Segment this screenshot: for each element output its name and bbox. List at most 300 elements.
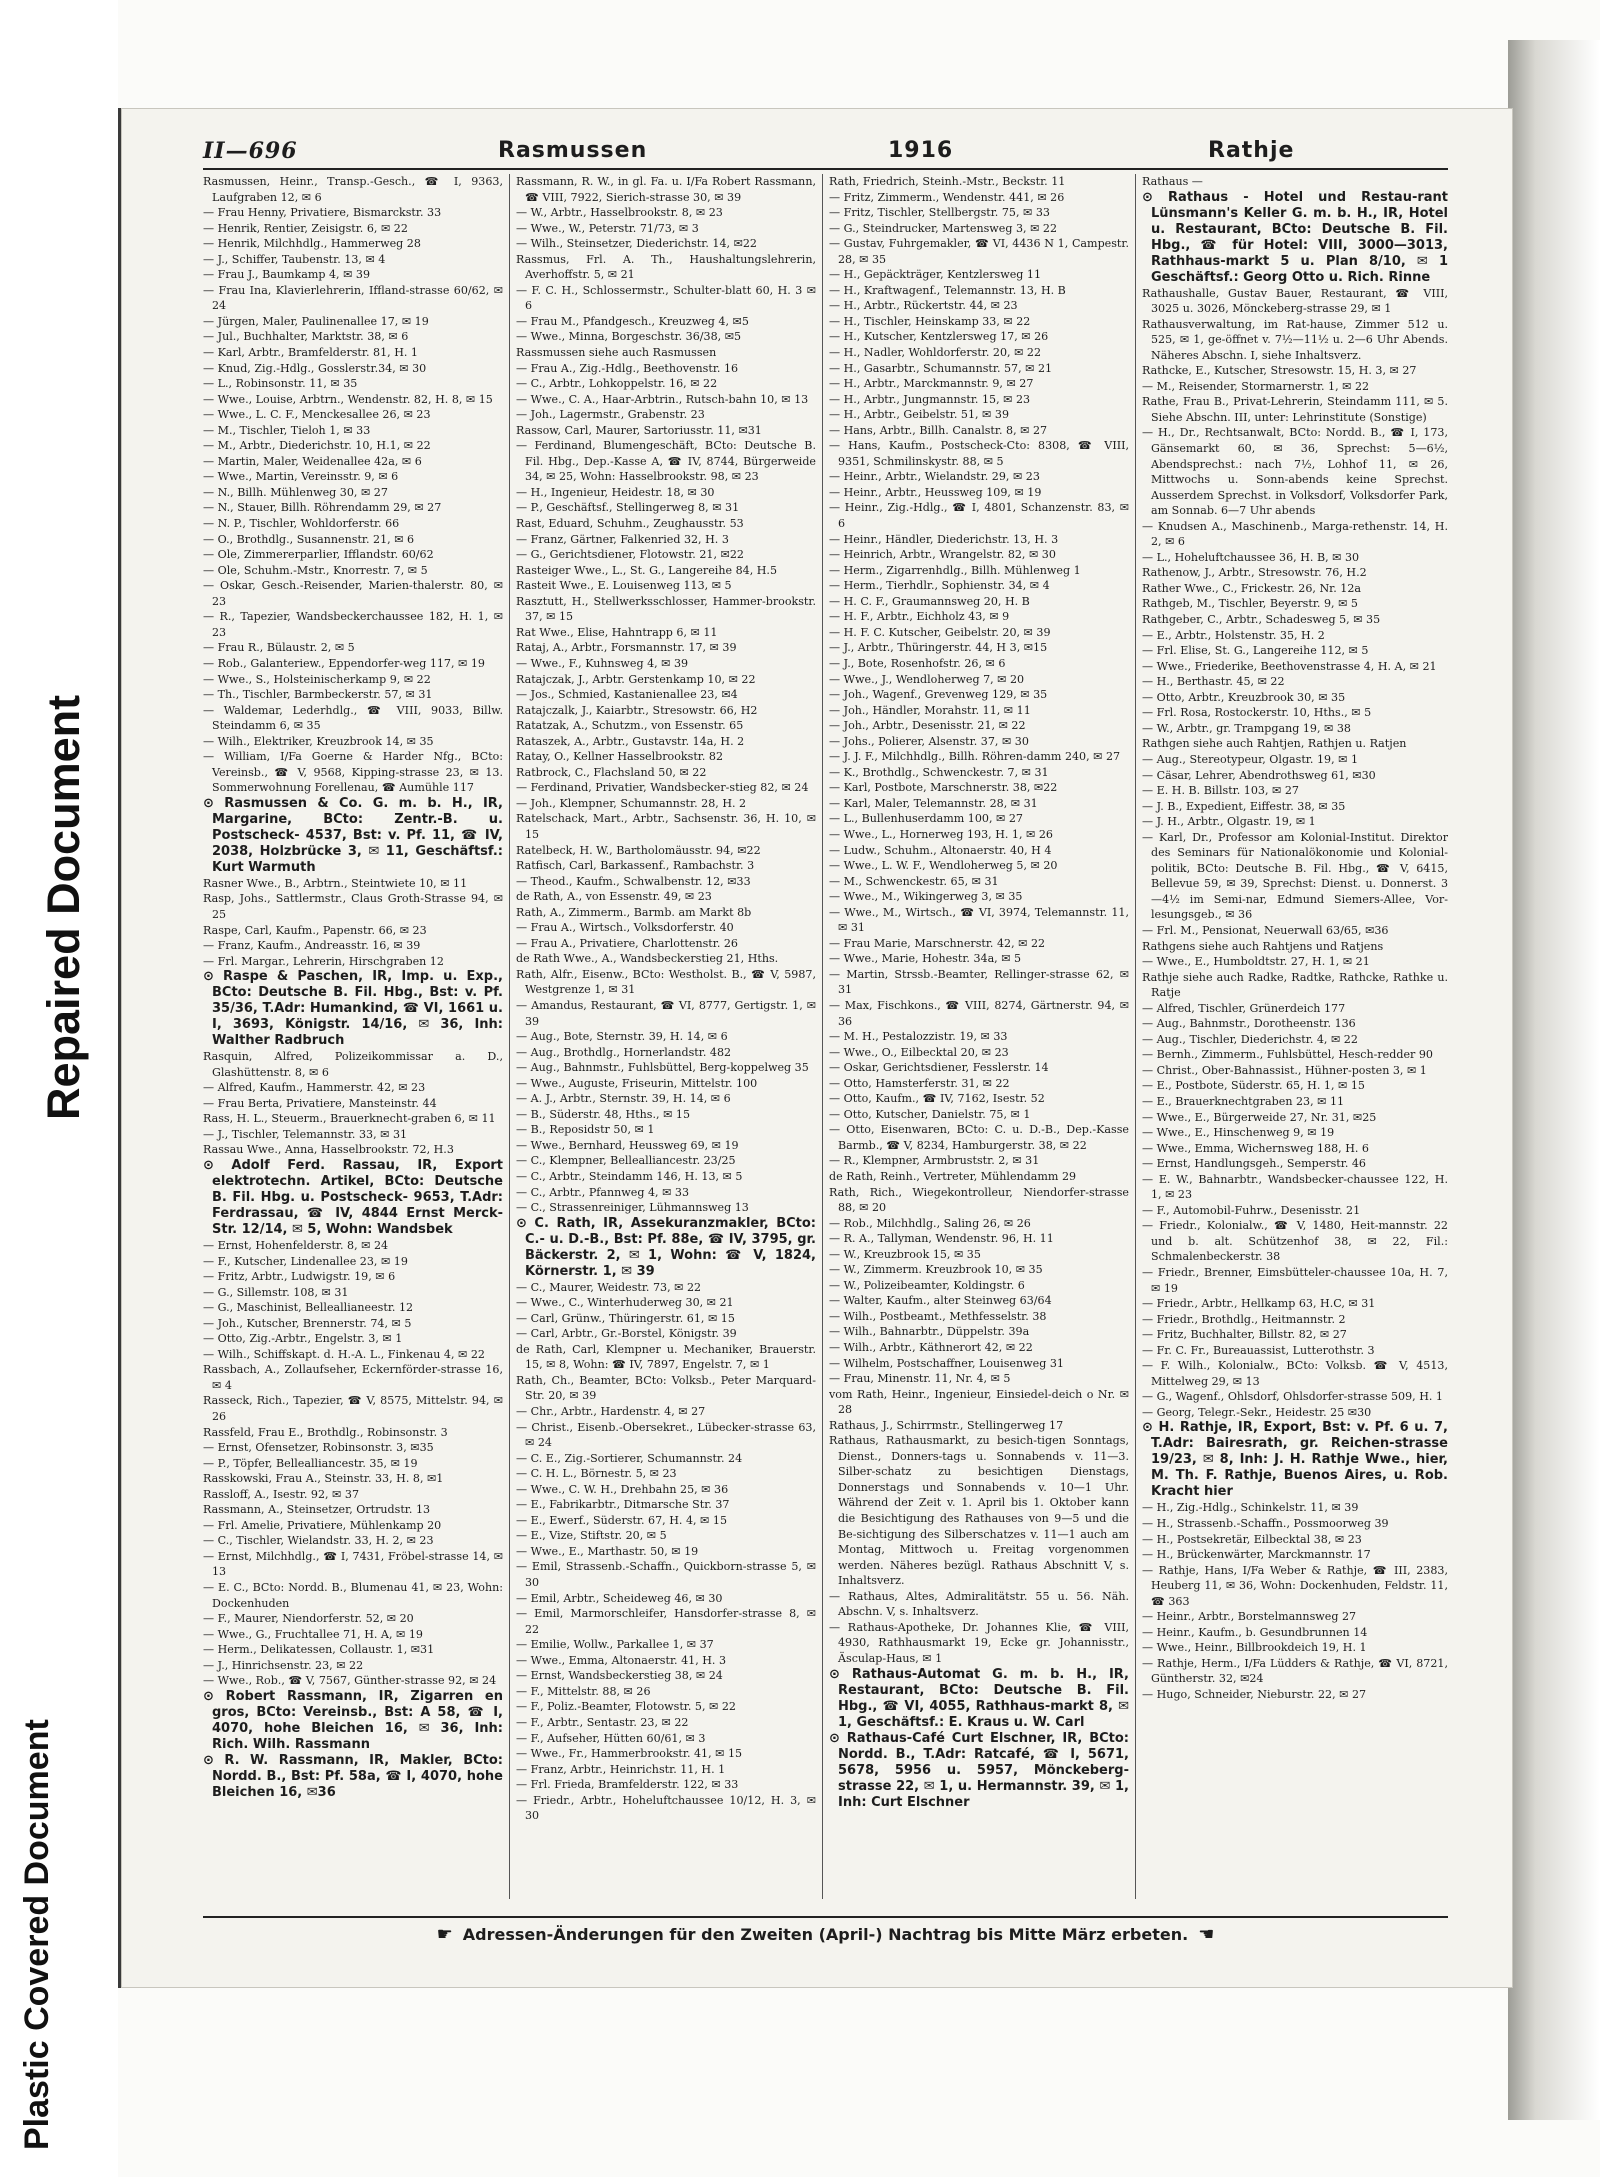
directory-entry: — W., Polizeibeamter, Koldingstr. 6 [829, 1278, 1025, 1292]
directory-entry: — L., Bullenhuserdamm 100, ✉ 27 [829, 812, 1023, 826]
directory-entry: — Knud, Zig.-Hdlg., Gosslerstr.34, ✉ 30 [203, 361, 427, 375]
column-rule [1135, 174, 1136, 1899]
directory-entry: — Wwe., J., Wendloherweg 7, ✉ 20 [829, 672, 1025, 686]
directory-entry: — H., Arbtr., Rückertstr. 44, ✉ 23 [829, 299, 1018, 313]
directory-entry: — H., Berthastr. 45, ✉ 22 [1142, 675, 1285, 689]
directory-entry: — Rathaus, Altes, Admiralitätstr. 55 u. 56. Näh. Abschn. V, s. Inhaltsverz. [829, 1589, 1129, 1619]
directory-entry: — Oskar, Gerichtsdiener, Fesslerstr. 14 [829, 1061, 1049, 1075]
directory-entry: — Ludw., Schuhm., Altonaerstr. 40, H 4 [829, 843, 1052, 857]
directory-entry: — Ernst, Hohenfelderstr. 8, ✉ 24 [203, 1238, 389, 1252]
directory-entry: Rathgeb, M., Tischler, Beyerstr. 9, ✉ 5 [1142, 597, 1358, 611]
directory-entry: — Friedr., Brenner, Eimsbütteler-chaussee 10a, H. 7, ✉ 19 [1142, 1266, 1448, 1295]
directory-entry: — A. J., Arbtr., Sternstr. 39, H. 14, ✉ 6 [516, 1092, 731, 1106]
directory-entry: Rather Wwe., C., Frickestr. 26, Nr. 12a [1142, 581, 1362, 595]
directory-entry: Rasteit Wwe., E. Louisenweg 113, ✉ 5 [516, 579, 732, 593]
directory-entry: — Wwe., F., Kuhnsweg 4, ✉ 39 [516, 656, 689, 670]
directory-entry: ⊙ Robert Rassmann, IR, Zigarren en gros, BCto: Vereinsb., Bst: A 58, ☎ I, 4070, hohe Bleichen 16, ✉ 36, Inh: Rich. Wilh. Rassmann [203, 1688, 503, 1752]
directory-entry: — Frau Henny, Privatiere, Bismarckstr. 33 [203, 206, 442, 220]
directory-entry: — F., Arbtr., Sentastr. 23, ✉ 22 [516, 1715, 689, 1729]
directory-entry: — Wilh., Arbtr., Käthnerort 42, ✉ 22 [829, 1341, 1033, 1355]
directory-entry: Rasmussen, Heinr., Transp.-Gesch., ☎ I, 9363, Laufgraben 12, ✉ 6 [203, 175, 503, 204]
directory-entry: — Wwe., O., Eilbecktal 20, ✉ 23 [829, 1045, 1009, 1059]
directory-entry: — Heinr., Händler, Diederichstr. 13, H. 3 [829, 532, 1059, 546]
directory-entry: — Christ., Eisenb.-Obersekret., Lübecker-strasse 63, ✉ 24 [516, 1420, 816, 1450]
directory-entry: — Wilh., Steinsetzer, Diederichstr. 14, ✉22 [516, 237, 757, 251]
directory-entry: — R., Klempner, Armbruststr. 2, ✉ 31 [829, 1154, 1040, 1168]
directory-entry: — Max, Fischkons., ☎ VIII, 8274, Gärtnerstr. 94, ✉ 36 [829, 998, 1129, 1028]
directory-entry: Rassau Wwe., Anna, Hasselbrookstr. 72, H.3 [203, 1143, 454, 1157]
header-year: 1916 [888, 138, 954, 163]
directory-entry: — Alfred, Kaufm., Hammerstr. 42, ✉ 23 [203, 1081, 426, 1095]
directory-entry: — N. P., Tischler, Wohldorferstr. 66 [203, 517, 400, 531]
directory-entry: — Emilie, Wollw., Parkallee 1, ✉ 37 [516, 1638, 714, 1652]
directory-entry: — F., Poliz.-Beamter, Flotowstr. 5, ✉ 22 [516, 1700, 736, 1714]
directory-entry: Ratelbeck, H. W., Bartholomäusstr. 94, ✉22 [516, 843, 761, 857]
directory-entry: — K., Brothdlg., Schwenckestr. 7, ✉ 31 [829, 765, 1049, 779]
directory-entry: — Bernh., Zimmerm., Fuhlsbüttel, Hesch-redder 90 [1142, 1048, 1433, 1062]
directory-entry: — H. F., Arbtr., Eichholz 43, ✉ 9 [829, 610, 1010, 624]
directory-entry: — P., Töpfer, Bellealliancestr. 35, ✉ 19 [203, 1456, 418, 1470]
directory-entry: — Rathje, Herm., I/Fa Lüdders & Rathje, ☎ VI, 8721, Güntherstr. 32, ✉24 [1142, 1656, 1448, 1686]
directory-entry: — Ernst, Wandsbeckerstieg 38, ✉ 24 [516, 1669, 723, 1683]
directory-entry: — Fritz, Zimmerm., Wendenstr. 441, ✉ 26 [829, 190, 1065, 204]
directory-entry: — W., Zimmerm. Kreuzbrook 10, ✉ 35 [829, 1263, 1043, 1277]
directory-entry: — E., Arbtr., Holstenstr. 35, H. 2 [1142, 628, 1325, 642]
directory-entry: Rathaus — [1142, 175, 1203, 188]
directory-entry: Rath, Friedrich, Steinh.-Mstr., Beckstr. 11 [829, 175, 1066, 188]
directory-entry: — Chr., Arbtr., Hardenstr. 4, ✉ 27 [516, 1405, 706, 1419]
directory-entry: — J., Arbtr., Thüringerstr. 44, H 3, ✉15 [829, 641, 1048, 655]
directory-page [118, 108, 1513, 1988]
directory-entry: Raspe, Carl, Kaufm., Papenstr. 66, ✉ 23 [203, 923, 427, 937]
directory-entry: — Henrik, Milchhdlg., Hammerweg 28 [203, 237, 421, 251]
directory-entry: — Frl. Amelie, Privatiere, Mühlenkamp 20 [203, 1518, 442, 1532]
directory-entry: — M., Schwenckestr. 65, ✉ 31 [829, 874, 999, 888]
directory-entry: — Walter, Kaufm., alter Steinweg 63/64 [829, 1294, 1052, 1308]
directory-entry: — Joh., Wagenf., Grevenweg 129, ✉ 35 [829, 688, 1048, 702]
directory-entry: — Wwe., L. W. F., Wendloherweg 5, ✉ 20 [829, 859, 1058, 873]
directory-entry: — Aug., Tischler, Diederichstr. 4, ✉ 22 [1142, 1032, 1358, 1046]
repaired-document-label: Repaired Document [38, 694, 89, 1120]
directory-entry: — Heinr., Kaufm., b. Gesundbrunnen 14 [1142, 1625, 1368, 1639]
directory-entry: — G., Sillemstr. 108, ✉ 31 [203, 1285, 349, 1299]
directory-entry: de Rath, Reinh., Vertreter, Mühlendamm 29 [829, 1170, 1077, 1183]
directory-entry: — J., Hinrichsenstr. 23, ✉ 22 [203, 1658, 364, 1672]
directory-entry: — Wwe., C., Winterhuderweg 30, ✉ 21 [516, 1296, 734, 1310]
directory-entry: — Wwe., L. C. F., Menckesallee 26, ✉ 23 [203, 408, 431, 422]
directory-entry: — Frau R., Bülaustr. 2, ✉ 5 [203, 641, 355, 655]
directory-entry: — J. H., Arbtr., Olgastr. 19, ✉ 1 [1142, 815, 1316, 829]
directory-entry: Rasteiger Wwe., L., St. G., Langereihe 84, H.5 [516, 563, 778, 577]
directory-entry: — Wwe., M., Wirtsch., ☎ VI, 3974, Telemannstr. 11, ✉ 31 [829, 905, 1129, 935]
running-header [203, 132, 1448, 170]
directory-entry: Rassbach, A., Zollaufseher, Eckernförder-strasse 16, ✉ 4 [203, 1363, 503, 1392]
directory-entry: — Wilh., Schiffskapt. d. H.-A. L., Finkenau 4, ✉ 22 [203, 1347, 485, 1361]
directory-entry: — Wwe., E., Bürgerweide 27, Nr. 31, ✉25 [1142, 1110, 1377, 1124]
directory-entry: Rassow, Carl, Maurer, Sartoriusstr. 11, ✉31 [516, 423, 762, 437]
directory-entry: Rath, Alfr., Eisenw., BCto: Westholst. B., ☎ V, 5987, Westgrenze 1, ✉ 31 [516, 967, 816, 997]
directory-entry: Rataj, A., Arbtr., Forsmannstr. 17, ✉ 39 [516, 641, 737, 655]
directory-columns [203, 174, 1448, 1899]
directory-entry: — Th., Tischler, Barmbeckerstr. 57, ✉ 31 [203, 688, 433, 702]
directory-entry: — Wwe., Heinr., Billbrookdeich 19, H. 1 [1142, 1641, 1367, 1655]
directory-entry: — Frl. Margar., Lehrerin, Hirschgraben 12 [203, 954, 444, 968]
directory-entry: — Oskar, Gesch.-Reisender, Marien-thalerstr. 80, ✉ 23 [203, 579, 503, 608]
directory-entry: ⊙ C. Rath, IR, Assekuranzmakler, BCto: C.- u. D.-B., Bst: Pf. 88e, ☎ IV, 3795, gr. Bäckerstr. 2, ✉ 1, Wohn: ☎ V, 1824, Körnerstr. 1, ✉ 39 [516, 1215, 816, 1279]
directory-entry: de Rath Wwe., A., Wandsbeckerstieg 21, Hths. [516, 952, 779, 966]
directory-entry: — G., Steindrucker, Martensweg 3, ✉ 22 [829, 221, 1058, 235]
directory-entry: — Wwe., M., Wikingerweg 3, ✉ 35 [829, 890, 1023, 904]
directory-entry: — Joh., Kutscher, Brennerstr. 74, ✉ 5 [203, 1316, 412, 1330]
directory-entry: — Heinr., Zig.-Hdlg., ☎ I, 4801, Schanzenstr. 83, ✉ 6 [829, 501, 1129, 531]
directory-entry: — Joh., Arbtr., Desenisstr. 21, ✉ 22 [829, 719, 1026, 733]
directory-entry: — Frau A., Privatiere, Charlottenstr. 26 [516, 936, 738, 950]
directory-entry: — Wilh., Elektriker, Kreuzbrook 14, ✉ 35 [203, 734, 434, 748]
directory-entry: — Johs., Polierer, Alsenstr. 37, ✉ 30 [829, 734, 1029, 748]
directory-entry: — N., Billh. Mühlenweg 30, ✉ 27 [203, 485, 388, 499]
directory-entry: Rasztutt, H., Stellwerksschlosser, Hammer-brookstr. 37, ✉ 15 [516, 594, 816, 624]
directory-entry: — Ernst, Milchhdlg., ☎ I, 7431, Fröbel-strasse 14, ✉ 13 [203, 1549, 503, 1579]
directory-entry: — Otto, Arbtr., Kreuzbrook 30, ✉ 35 [1142, 690, 1346, 704]
directory-entry: — H., Arbtr., Marckmannstr. 9, ✉ 27 [829, 377, 1034, 391]
directory-entry: Ratajczak, J., Arbtr. Gerstenkamp 10, ✉ 22 [516, 672, 756, 686]
directory-entry: Rathaushalle, Gustav Bauer, Restaurant, ☎ VIII, 3025 u. 3026, Mönckeberg-strasse 29, ✉ 1 [1142, 286, 1448, 316]
directory-entry: — Carl, Grünw., Thüringerstr. 61, ✉ 15 [516, 1311, 735, 1325]
directory-entry: ⊙ Rathaus-Café Curt Elschner, IR, BCto: Nordd. B., T.Adr: Ratcafé, ☎ I, 5671, 5678, 5956 u. 5957, Mönckeberg-strasse 22, ✉ 1, u. Hermannstr. 39, ✉ 1, Inh: Curt Elschner [829, 1730, 1129, 1810]
directory-entry: — H., Arbtr., Geibelstr. 51, ✉ 39 [829, 408, 1009, 422]
directory-entry: — Frau J., Baumkamp 4, ✉ 39 [203, 268, 371, 282]
directory-entry: — Friedr., Brothdlg., Heitmannstr. 2 [1142, 1312, 1346, 1326]
directory-entry: — J., Bote, Rosenhofstr. 26, ✉ 6 [829, 656, 1006, 670]
directory-entry: — C., Maurer, Weidestr. 73, ✉ 22 [516, 1280, 702, 1294]
directory-entry: — H., Postsekretär, Eilbecktal 38, ✉ 23 [1142, 1532, 1362, 1546]
column-rule [822, 174, 823, 1899]
directory-entry: — C., Arbtr., Pfannweg 4, ✉ 33 [516, 1185, 690, 1199]
directory-entry: Rathgens siehe auch Rahtjens und Ratjens [1142, 939, 1384, 953]
directory-entry: — E. H. B. Billstr. 103, ✉ 27 [1142, 784, 1299, 798]
directory-entry: — Joh., Lagermstr., Grabenstr. 23 [516, 408, 705, 422]
directory-entry: — N., Stauer, Billh. Röhrendamm 29, ✉ 27 [203, 501, 442, 515]
directory-entry: — C. E., Zig.-Sortierer, Schumannstr. 24 [516, 1451, 743, 1465]
directory-entry: Ratatzak, A., Schutzm., von Essenstr. 65 [516, 719, 744, 733]
directory-entry: — Karl, Maler, Telemannstr. 28, ✉ 31 [829, 796, 1038, 810]
column-rule [509, 174, 510, 1899]
column-3 [829, 174, 1129, 1899]
directory-entry: — William, I/Fa Goerne & Harder Nfg., BCto: Vereinsb., ☎ V, 9568, Kipping-strasse 23, ✉ 13. Sommerwohnung Forellenau, ☎ Aumühle 117 [203, 750, 503, 795]
directory-entry: — Frau A., Zig.-Hdlg., Beethovenstr. 16 [516, 361, 739, 375]
directory-entry: — Wwe., Emma, Altonaerstr. 41, H. 3 [516, 1653, 727, 1667]
directory-entry: — H., Brückenwärter, Marckmannstr. 17 [1142, 1548, 1371, 1562]
directory-entry: — Franz, Kaufm., Andreasstr. 16, ✉ 39 [203, 939, 421, 953]
directory-entry: — C. H. L., Börnestr. 5, ✉ 23 [516, 1467, 677, 1481]
directory-entry: — Wwe., Friederike, Beethovenstrasse 4, H. A, ✉ 21 [1142, 659, 1437, 673]
directory-entry: — H., Strassenb.-Schaffn., Possmoorweg 39 [1142, 1517, 1389, 1531]
directory-entry: — Wwe., Minna, Borgeschstr. 36/38, ✉5 [516, 330, 742, 344]
directory-entry: — F., Automobil-Fuhrw., Desenisstr. 21 [1142, 1203, 1361, 1217]
directory-entry: Rassmann, A., Steinsetzer, Ortrudstr. 13 [203, 1503, 431, 1517]
directory-entry: Rat Wwe., Elise, Hahntrapp 6, ✉ 11 [516, 625, 718, 639]
directory-entry: Rathaus, Rathausmarkt, zu besich-tigen Sonntags, Dienst., Donners-tags u. Sonnabends v. 11—3. Silber-schatz zu besichtigen Dienstags, Donnerstags und Sonnabends v. 10—1 Uhr. Während der Zeit v. 1. April bis 1. Oktober kann die Besichtigung des Rathauses von 9—5 und die Be-sichtigung des Silberschatzes v. 11—1 auch am Montag, Mittwoch u. Freitag vorgenommen werden. Näheres bezügl. Rathaus Abschnitt V, s. Inhaltsverz. [829, 1434, 1129, 1588]
directory-entry: — Herm., Delikatessen, Collaustr. 1, ✉31 [203, 1643, 435, 1657]
directory-entry: — Ferdinand, Blumengeschäft, BCto: Deutsche B. Fil. Hbg., Dep.-Kasse A, ☎ IV, 8744, Bürgerweide 34, ✉ 25, Wohn: Hasselbrookstr. 98, ✉ 23 [516, 439, 816, 484]
directory-entry: — W., Kreuzbrook 15, ✉ 35 [829, 1247, 981, 1261]
footer-notice [203, 1916, 1448, 1948]
directory-entry: — Fritz, Buchhalter, Billstr. 82, ✉ 27 [1142, 1328, 1347, 1342]
directory-entry: — M., Reisender, Stormarnerstr. 1, ✉ 22 [1142, 379, 1370, 393]
directory-entry: Rasp, Johs., Sattlermstr., Claus Groth-Strasse 94, ✉ 25 [203, 892, 503, 921]
directory-entry: — Alfred, Tischler, Grünerdeich 177 [1142, 1001, 1346, 1015]
directory-entry: — E., Fabrikarbtr., Ditmarsche Str. 37 [516, 1498, 730, 1512]
directory-entry: — Cäsar, Lehrer, Abendrothsweg 61, ✉30 [1142, 768, 1376, 782]
directory-entry: — Wwe., E., Humboldtstr. 27, H. 1, ✉ 21 [1142, 955, 1370, 969]
directory-entry: — E., Brauerknechtgraben 23, ✉ 11 [1142, 1094, 1345, 1108]
directory-entry: Ratajczalk, J., Kaiarbtr., Stresowstr. 66, H2 [516, 703, 758, 717]
directory-entry: — Heinr., Arbtr., Borstelmannsweg 27 [1142, 1610, 1357, 1624]
directory-entry: — Emil, Strassenb.-Schaffn., Quickborn-strasse 5, ✉ 30 [516, 1560, 816, 1590]
directory-entry: — Georg, Telegr.-Sekr., Heidestr. 25 ✉30 [1142, 1405, 1372, 1419]
directory-entry: — H., Kutscher, Kentzlersweg 17, ✉ 26 [829, 330, 1049, 344]
directory-entry: — Aug., Bahnmstr., Dorotheenstr. 136 [1142, 1017, 1356, 1031]
directory-entry: Rathaus, J., Schirrmstr., Stellingerweg 17 [829, 1418, 1064, 1432]
footer-notice-line [427, 1924, 1225, 1945]
directory-entry: — Hans, Arbtr., Billh. Canalstr. 8, ✉ 27 [829, 423, 1048, 437]
directory-entry: Rassmann, R. W., in gl. Fa. u. I/Fa Robert Rassmann, ☎ VIII, 7922, Sierich-strasse 30, ✉ 39 [516, 175, 816, 204]
directory-entry: — Frau Marie, Marschnerstr. 42, ✉ 22 [829, 936, 1046, 950]
directory-entry: — H., Tischler, Heinskamp 33, ✉ 22 [829, 314, 1031, 328]
directory-entry: — Wilh., Bahnarbtr., Düppelstr. 39a [829, 1325, 1030, 1339]
directory-entry: ⊙ Adolf Ferd. Rassau, IR, Export elektrotechn. Artikel, BCto: Deutsche B. Fil. Hbg. u. Postscheck- 9653, T.Adr: Ferdrassau, ☎ IV, 4844 Ernst Merck-Str. 12/14, ✉ 5, Wohn: Wandsbek [203, 1157, 503, 1237]
directory-entry: — F. Wilh., Kolonialw., BCto: Volksb. ☎ V, 4513, Mittelweg 29, ✉ 13 [1142, 1359, 1448, 1388]
directory-entry: Rass, H. L., Steuerm., Brauerknecht-graben 6, ✉ 11 [203, 1112, 496, 1126]
footer-text: Adressen-Änderungen für den Zweiten (April-) Nachtrag bis Mitte März erbeten. [462, 1925, 1189, 1944]
directory-entry: — H., Gasarbtr., Schumannstr. 57, ✉ 21 [829, 361, 1053, 375]
directory-entry: Rath, Ch., Beamter, BCto: Volksb., Peter Marquard-Str. 20, ✉ 39 [516, 1373, 816, 1403]
directory-entry: — Wwe., Fr., Hammerbrookstr. 41, ✉ 15 [516, 1747, 743, 1761]
directory-entry: — Wwe., Auguste, Friseurin, Mittelstr. 100 [516, 1076, 758, 1090]
column-2 [516, 174, 816, 1899]
directory-entry: — Friedr., Arbtr., Hoheluftchaussee 10/12, H. 3, ✉ 30 [516, 1793, 816, 1823]
directory-entry: — H. F. C. Kutscher, Geibelstr. 20, ✉ 39 [829, 625, 1051, 639]
directory-entry: ⊙ Rathaus - Hotel und Restau-rant Lünsmann's Keller G. m. b. H., IR, Hotel u. Restaurant, BCto: Deutsche B. Fil. Hbg., ☎ für Hotel: VIII, 3000—3013, Rathhaus-markt 5 u. Plan 8/10, ✉ 1 Geschäftsf.: Georg Otto u. Rich. Rinne [1142, 189, 1448, 285]
directory-entry: — Wwe., Martin, Vereinsstr. 9, ✉ 6 [203, 470, 399, 484]
directory-entry: — Waldemar, Lederhdlg., ☎ VIII, 9033, Billw. Steindamm 6, ✉ 35 [203, 703, 503, 733]
directory-entry: — Wwe., S., Holsteinischerkamp 9, ✉ 22 [203, 672, 431, 686]
directory-entry: — Heinr., Arbtr., Heussweg 109, ✉ 19 [829, 485, 1042, 499]
page-number: II—696 [203, 138, 298, 164]
directory-entry: — G., Gerichtsdiener, Flotowstr. 21, ✉22 [516, 548, 744, 562]
directory-entry: — Ernst, Ofensetzer, Robinsonstr. 3, ✉35 [203, 1441, 434, 1455]
directory-entry: — Joh., Händler, Morahstr. 11, ✉ 11 [829, 703, 1031, 717]
directory-entry: — Ernst, Handlungsgeh., Semperstr. 46 [1142, 1157, 1366, 1171]
directory-entry: Rassmussen siehe auch Rasmussen [516, 346, 717, 360]
directory-entry: — C., Strassenreiniger, Lühmannsweg 13 [516, 1201, 749, 1215]
directory-entry: — Ole, Zimmererparlier, Ifflandstr. 60/62 [203, 548, 434, 562]
directory-entry: — G., Maschinist, Belleallianeestr. 12 [203, 1301, 414, 1315]
directory-entry: — L., Hoheluftchaussee 36, H. B, ✉ 30 [1142, 550, 1360, 564]
directory-entry: Rasquin, Alfred, Polizeikommissar a. D., Glashüttenstr. 8, ✉ 6 [203, 1050, 503, 1079]
directory-entry: — Wilhelm, Postschaffner, Louisenweg 31 [829, 1356, 1064, 1370]
directory-entry: Rassmus, Frl. A. Th., Haushaltungslehrerin, Averhoffstr. 5, ✉ 21 [516, 252, 816, 282]
directory-entry: — Wwe., L., Hornerweg 193, H. 1, ✉ 26 [829, 827, 1053, 841]
directory-entry: — C., Arbtr., Steindamm 146, H. 13, ✉ 5 [516, 1170, 743, 1183]
directory-entry: — M., Arbtr., Diederichstr. 10, H.1, ✉ 22 [203, 439, 431, 453]
header-right-keyword: Rathje [1208, 138, 1295, 163]
directory-entry: — Carl, Arbtr., Gr.-Borstel, Königstr. 39 [516, 1327, 737, 1341]
directory-entry: — Ferdinand, Privatier, Wandsbecker-stieg 82, ✉ 24 [516, 781, 809, 795]
directory-entry: Rataszek, A., Arbtr., Gustavstr. 14a, H. 2 [516, 734, 745, 748]
directory-entry: — Franz, Arbtr., Heinrichstr. 11, H. 1 [516, 1762, 726, 1776]
directory-entry: Rassloff, A., Isestr. 92, ✉ 37 [203, 1487, 359, 1501]
directory-entry: — Wwe., E., Marthastr. 50, ✉ 19 [516, 1544, 699, 1558]
directory-entry: — Frl. Frieda, Bramfelderstr. 122, ✉ 33 [516, 1778, 739, 1792]
directory-entry: Rathgeber, C., Arbtr., Schadesweg 5, ✉ 35 [1142, 613, 1381, 627]
directory-entry: — Frau, Minenstr. 11, Nr. 4, ✉ 5 [829, 1372, 1011, 1386]
directory-entry: Rasseck, Rich., Tapezier, ☎ V, 8575, Mittelstr. 94, ✉ 26 [203, 1394, 503, 1423]
directory-entry: — Heinr., Arbtr., Wielandstr. 29, ✉ 23 [829, 470, 1040, 484]
directory-entry: — Jul., Buchhalter, Marktstr. 38, ✉ 6 [203, 330, 409, 344]
directory-entry: Rathje siehe auch Radke, Radtke, Rathcke, Rathke u. Ratje [1142, 970, 1448, 1000]
directory-entry: — M. H., Pestalozzistr. 19, ✉ 33 [829, 1030, 1008, 1044]
directory-entry: — C., Arbtr., Lohkoppelstr. 16, ✉ 22 [516, 377, 718, 391]
directory-entry: — Joh., Klempner, Schumannstr. 28, H. 2 [516, 796, 747, 810]
directory-entry: Ratay, O., Kellner Hasselbrookstr. 82 [516, 750, 724, 764]
directory-entry: — Aug., Bahnmstr., Fuhlsbüttel, Berg-koppelweg 35 [516, 1061, 809, 1075]
directory-entry: — Frl. M., Pensionat, Neuerwall 63/65, ✉36 [1142, 923, 1389, 937]
directory-entry: ⊙ Raspe & Paschen, IR, Imp. u. Exp., BCto: Deutsche B. Fil. Hbg., Bst: v. Pf. 35/36, T.Adr: Humankind, ☎ VI, 1661 u. I, 3693, Königstr. 14/16, ✉ 36, Inh: Walther Radbruch [203, 969, 503, 1049]
page-edge-shadow [1508, 40, 1600, 2120]
directory-entry: — Jürgen, Maler, Paulinenallee 17, ✉ 19 [203, 314, 429, 328]
directory-entry: — Otto, Eisenwaren, BCto: C. u. D.-B., Dep.-Kasse Barmb., ☎ V, 8234, Hamburgerstr. 38, ✉ 22 [829, 1123, 1129, 1152]
directory-entry: — F., Aufseher, Hütten 60/61, ✉ 3 [516, 1731, 706, 1745]
directory-entry: — E. C., BCto: Nordd. B., Blumenau 41, ✉ 23, Wohn: Dockenhuden [203, 1581, 503, 1610]
directory-entry: — F., Mittelstr. 88, ✉ 26 [516, 1684, 651, 1698]
directory-entry: — J. B., Expedient, Eiffestr. 38, ✉ 35 [1142, 799, 1346, 813]
directory-entry: — Karl, Dr., Professor am Kolonial-Institut. Direktor des Seminars für Nationalökonomie und Kolonial-politik, BCto: Deutsche B. Fil. Hbg., ☎ V, 6415, Bellevue 59, ✉ 39, Sprechst: Dienst. u. Donnerst. 3—4½ im Semi-nar, Edmund Siemers-Allee, Vor-lesungsgeb., ✉ 36 [1142, 830, 1448, 922]
directory-entry: — Amandus, Restaurant, ☎ VI, 8777, Gertigstr. 1, ✉ 39 [516, 998, 816, 1028]
directory-entry: — Otto, Hamsterferstr. 31, ✉ 22 [829, 1076, 1010, 1090]
directory-entry: Rathausverwaltung, im Rat-hause, Zimmer 512 u. 525, ✉ 1, ge-öffnet v. 7½—11½ u. 2—6 Uhr Abends. Näheres Abschn. I, siehe Inhaltsverz. [1142, 317, 1448, 362]
directory-entry: — Wwe., Emma, Wichernsweg 188, H. 6 [1142, 1141, 1369, 1155]
directory-entry: ⊙ Rasmussen & Co. G. m. b. H., IR, Margarine, BCto: Zentr.-B. u. Postscheck- 4537, Bst: v. Pf. 11, ☎ IV, 2038, Holzbrücke 3, ✉ 11, Geschäftsf.: Kurt Warmuth [203, 795, 503, 875]
directory-entry: — P., Geschäftsf., Stellingerweg 8, ✉ 31 [516, 501, 740, 515]
directory-entry: — Emil, Marmorschleifer, Hansdorfer-strasse 8, ✉ 22 [516, 1607, 816, 1636]
directory-entry: — Frau A., Wirtsch., Volksdorferstr. 40 [516, 921, 734, 935]
directory-entry: Rathgen siehe auch Rahtjen, Rathjen u. Ratjen [1142, 737, 1407, 751]
directory-entry: — Aug., Brothdlg., Hornerlandstr. 482 [516, 1045, 732, 1059]
directory-entry: — H., Zig.-Hdlg., Schinkelstr. 11, ✉ 39 [1142, 1501, 1359, 1515]
directory-entry: Rassfeld, Frau E., Brothdlg., Robinsonstr. 3 [203, 1425, 448, 1439]
directory-entry: — Wwe., E., Hinschenweg 9, ✉ 19 [1142, 1126, 1335, 1140]
directory-entry: — Theod., Kaufm., Schwalbenstr. 12, ✉33 [516, 874, 751, 888]
directory-entry: Rath, Rich., Wiegekontrolleur, Niendorfer-strasse 88, ✉ 20 [829, 1185, 1129, 1215]
directory-entry: — H., Nadler, Wohldorferstr. 20, ✉ 22 [829, 346, 1042, 360]
directory-entry: — L., Robinsonstr. 11, ✉ 35 [203, 377, 358, 391]
directory-entry: — Rob., Milchhdlg., Saling 26, ✉ 26 [829, 1216, 1031, 1230]
directory-entry: — G., Wagenf., Ohlsdorf, Ohlsdorfer-strasse 509, H. 1 [1142, 1390, 1443, 1404]
directory-entry: — Martin, Strssb.-Beamter, Rellinger-strasse 62, ✉ 31 [829, 967, 1129, 997]
directory-entry: — Aug., Stereotypeur, Olgastr. 19, ✉ 1 [1142, 752, 1358, 766]
column-4 [1142, 174, 1448, 1899]
directory-entry: de Rath, Carl, Klempner u. Mechaniker, Brauerstr. 15, ✉ 8, Wohn: ☎ IV, 7897, Engelstr. 7, ✉ 1 [516, 1342, 816, 1372]
directory-entry: — E., Vize, Stiftstr. 20, ✉ 5 [516, 1529, 667, 1543]
directory-entry: ⊙ H. Rathje, IR, Export, Bst: v. Pf. 6 u. 7, T.Adr: Bairesrath, gr. Reichen-strasse 19/23, ✉ 8, Inh: J. H. Rathje Wwe., hier, M. Th. F. Rathje, Buenos Aires, u. Rob. Kracht hier [1142, 1420, 1448, 1500]
directory-entry: — Fr. C. Fr., Bureauassist, Lutterothstr. 3 [1142, 1343, 1375, 1357]
directory-entry: — Wwe., W., Peterstr. 71/73, ✉ 3 [516, 221, 699, 235]
directory-entry: — Karl, Arbtr., Bramfelderstr. 81, H. 1 [203, 346, 418, 360]
directory-entry: Rathcke, E., Kutscher, Stresowstr. 15, H. 3, ✉ 27 [1142, 364, 1417, 378]
pointing-hand-icon: ☛ [436, 1924, 453, 1945]
directory-entry: — F., Maurer, Niendorferstr. 52, ✉ 20 [203, 1612, 414, 1626]
directory-entry: — J. J. F., Milchhdlg., Billh. Röhren-damm 240, ✉ 27 [829, 750, 1121, 764]
directory-entry: — Frl. Rosa, Rostockerstr. 10, Hths., ✉ 5 [1142, 706, 1372, 720]
directory-entry: — H., Dr., Rechtsanwalt, BCto: Nordd. B., ☎ I, 173, Gänsemarkt 60, ✉ 36, Sprechst: 5—6½, Abendsprechst.: nach 7½, Lohhof 11, ✉ 26, Mittwochs u. Sonn-abends keine Sprechst. Ausserdem Sprechst. in Volksdorf, Volksdorfer Park, am Sonnab. 6—7 Uhr abends [1142, 426, 1448, 518]
directory-entry: — W., Arbtr., gr. Trampgang 19, ✉ 38 [1142, 721, 1351, 735]
directory-entry: Rathe, Frau B., Privat-Lehrerin, Steindamm 111, ✉ 5. Siehe Abschn. III, unter: Lehrinstitute (Sonstige) [1142, 395, 1448, 424]
directory-entry: — F. C. H., Schlossermstr., Schulter-blatt 60, H. 3 ✉ 6 [516, 283, 816, 313]
directory-entry: — E., Postbote, Süderstr. 65, H. 1, ✉ 15 [1142, 1079, 1365, 1093]
directory-entry: — Herm., Zigarrenhdlg., Billh. Mühlenweg 1 [829, 563, 1081, 577]
directory-entry: — Fritz, Tischler, Stellbergstr. 75, ✉ 33 [829, 206, 1050, 220]
directory-entry: — Rathje, Hans, I/Fa Weber & Rathje, ☎ III, 2383, Heuberg 11, ✉ 36, Wohn: Dockenhuden, Feldstr. 11, ☎ 363 [1142, 1563, 1448, 1608]
directory-entry: — Christ., Ober-Bahnassist., Hühner-posten 3, ✉ 1 [1142, 1063, 1427, 1077]
directory-entry: — Wwe., Louise, Arbtrn., Wendenstr. 82, H. 8, ✉ 15 [203, 392, 493, 406]
directory-entry: — Hans, Kaufm., Postscheck-Cto: 8308, ☎ VIII, 9351, Schmilinskystr. 88, ✉ 5 [829, 439, 1129, 468]
directory-entry: — Wwe., Bernhard, Heussweg 69, ✉ 19 [516, 1138, 739, 1152]
directory-entry: — Henrik, Rentier, Zeisigstr. 6, ✉ 22 [203, 221, 408, 235]
directory-entry: Rasskowski, Frau A., Steinstr. 33, H. 8, ✉1 [203, 1472, 444, 1486]
directory-entry: — H., Kraftwagenf., Telemannstr. 13, H. B [829, 283, 1066, 297]
directory-entry: — Knudsen A., Maschinenb., Marga-rethenstr. 14, H. 2, ✉ 6 [1142, 519, 1448, 549]
directory-entry: — M., Tischler, Tieloh 1, ✉ 33 [203, 423, 371, 437]
directory-entry: — Frau M., Pfandgesch., Kreuzweg 4, ✉5 [516, 314, 749, 328]
directory-entry: de Rath, A., von Essenstr. 49, ✉ 23 [516, 890, 712, 904]
directory-entry: vom Rath, Heinr., Ingenieur, Einsiedel-deich o Nr. ✉ 28 [829, 1387, 1129, 1417]
directory-entry: — Ole, Schuhm.-Mstr., Knorrestr. 7, ✉ 5 [203, 563, 428, 577]
directory-entry: — H., Arbtr., Jungmannstr. 15, ✉ 23 [829, 392, 1031, 406]
directory-entry: Ratelschack, Mart., Arbtr., Sachsenstr. 36, H. 10, ✉ 15 [516, 812, 816, 841]
directory-entry: — C., Tischler, Wielandstr. 33, H. 2, ✉ 23 [203, 1534, 434, 1548]
directory-entry: — B., Süderstr. 48, Hths., ✉ 15 [516, 1107, 691, 1121]
directory-entry: — Wwe., Marie, Hohestr. 34a, ✉ 5 [829, 952, 1022, 966]
plastic-covered-document-label: Plastic Covered Document [18, 1719, 56, 2150]
directory-entry: Rath, A., Zimmerm., Barmb. am Markt 8b [516, 905, 752, 919]
directory-entry: — Wwe., G., Fruchtallee 71, H. A, ✉ 19 [203, 1627, 423, 1641]
directory-entry: — E. W., Bahnarbtr., Wandsbecker-chaussee 122, H. 1, ✉ 23 [1142, 1172, 1448, 1202]
directory-entry: — R., Tapezier, Wandsbeckerchaussee 182, H. 1, ✉ 23 [203, 610, 503, 639]
directory-entry: — Fritz, Arbtr., Ludwigstr. 19, ✉ 6 [203, 1270, 396, 1284]
directory-entry: Ratbrock, C., Flachsland 50, ✉ 22 [516, 765, 707, 779]
directory-entry: — Friedr., Kolonialw., ☎ V, 1480, Heit-mannstr. 22 und b. alt. Schützenhof 38, ✉ 22, Fil.: Schmalenbeckerstr. 38 [1142, 1219, 1448, 1264]
directory-entry: — Wilh., Postbeamt., Methfesselstr. 38 [829, 1309, 1047, 1323]
directory-entry: — Friedr., Arbtr., Hellkamp 63, H.C, ✉ 31 [1142, 1297, 1376, 1311]
directory-entry: — H. C. F., Graumannsweg 20, H. B [829, 594, 1030, 608]
directory-entry: — Wwe., C. A., Haar-Arbtrin., Rutsch-bahn 10, ✉ 13 [516, 392, 809, 406]
directory-entry: — Wwe., Rob., ☎ V, 7567, Günther-strasse 92, ✉ 24 [203, 1674, 497, 1688]
directory-entry: Rasner Wwe., B., Arbtrn., Steintwiete 10, ✉ 11 [203, 876, 468, 890]
directory-entry: — Frau Berta, Privatiere, Mansteinstr. 44 [203, 1096, 437, 1110]
directory-entry: — Franz, Gärtner, Falkenried 32, H. 3 [516, 532, 729, 546]
directory-entry: Rathenow, J., Arbtr., Stresowstr. 76, H.2 [1142, 566, 1367, 580]
directory-entry: — Rob., Galanteriew., Eppendorfer-weg 117, ✉ 19 [203, 656, 485, 670]
directory-entry: — Frau Ina, Klavierlehrerin, Iffland-strasse 60/62, ✉ 24 [203, 283, 503, 313]
directory-entry: — Aug., Bote, Sternstr. 39, H. 14, ✉ 6 [516, 1030, 728, 1044]
directory-entry: — Emil, Arbtr., Scheideweg 46, ✉ 30 [516, 1591, 723, 1605]
directory-entry: — Karl, Postbote, Marschnerstr. 38, ✉22 [829, 781, 1058, 795]
directory-entry: — Jos., Schmied, Kastanienallee 23, ✉4 [516, 688, 738, 702]
directory-entry: — Herm., Tierhdlr., Sophienstr. 34, ✉ 4 [829, 579, 1050, 593]
directory-entry: — R. A., Tallyman, Wendenstr. 96, H. 11 [829, 1232, 1054, 1246]
directory-entry: ⊙ R. W. Rassmann, IR, Makler, BCto: Nordd. B., Bst: Pf. 58a, ☎ I, 4070, hohe Bleichen 16, ✉36 [203, 1752, 503, 1800]
